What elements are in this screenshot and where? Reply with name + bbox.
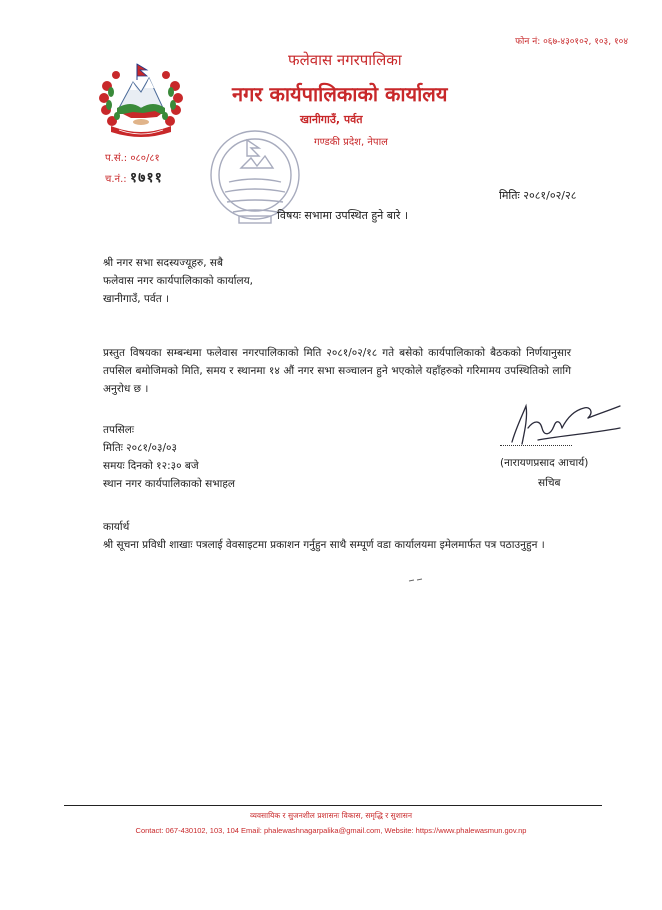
- signatory-title: सचिब: [538, 477, 561, 489]
- recipient-line: खानीगाउँ, पर्वत ।: [103, 293, 170, 305]
- letter-date: मितिः २०८१/०२/२८: [499, 189, 577, 202]
- details-date: मितिः २०८१/०३/०३: [103, 442, 177, 454]
- recipient-line: फलेवास नगर कार्यपालिकाको कार्यालय,: [103, 275, 254, 287]
- details-venue: स्थान नगर कार्यपालिकाको सभाहल: [103, 478, 236, 490]
- letter-subject: विषयः सभामा उपस्थित हुने बारे ।: [277, 209, 409, 222]
- footer-divider: [64, 805, 602, 806]
- footer-contact: [0, 826, 662, 835]
- details-heading: तपसिलः: [103, 424, 135, 436]
- stray-mark: [408, 577, 424, 583]
- signatory-name: (नारायणप्रसाद आचार्य): [500, 457, 589, 469]
- footer-slogan: व्यवसायिक र सुजनशील प्रशासनः विकास, समृद्धि र सुशासन: [249, 811, 413, 820]
- office-location: खानीगाउँ, पर्वत: [300, 113, 363, 126]
- nepal-emblem-logo: [97, 60, 185, 140]
- details-block: [103, 421, 235, 493]
- action-text: श्री सूचना प्रविधी शाखाः पत्रलाई वेवसाइटमा प्रकाशन गर्नुहुन साथै सम्पूर्ण वडा कार्यालयमा इमेलमार्फत पत्र पठाउनुहुन ।: [103, 539, 545, 551]
- dispatch-number-value: १७११: [129, 170, 163, 186]
- footer-contact-text: Contact: 067-430102, 103, 104 Email: phalewashnagarpalika@gmail.com, Website: https://www.phalewasmun.gov.np: [135, 826, 527, 835]
- action-block: [103, 518, 571, 554]
- letter-number-value: ०८०/८१: [130, 153, 160, 164]
- recipient-line: श्री नगर सभा सदस्यज्यूहरु, सबै: [103, 257, 223, 269]
- details-time: समयः दिनको १२:३० बजे: [103, 460, 199, 472]
- province-name: गण्डकी प्रदेश, नेपाल: [314, 137, 388, 148]
- dispatch-number-label: च.नं.:: [105, 174, 127, 185]
- letter-number: [105, 150, 160, 164]
- recipient-block: [103, 254, 253, 308]
- signature-line: [500, 445, 572, 446]
- office-title: नगर कार्यपालिकाको कार्यालय: [232, 82, 448, 106]
- handwritten-signature: [498, 398, 628, 450]
- letter-body-paragraph: प्रस्तुत विषयका सम्बन्धमा फलेवास नगरपालिकाको मिति २०८१/०२/१८ गते बसेको कार्यपालिकाको बैठकको निर्णयानुसार तपसिल बमोजिमको मिति, समय र स्थानमा १४ औं नगर सभा सञ्चालन हुने भएकोले यहाँहरुको गरिमामय उपस्थितिको लागि अनुरोध छ ।: [103, 347, 571, 395]
- action-heading: कार्यार्थ: [103, 521, 130, 533]
- letter-number-label: प.सं.:: [105, 153, 128, 164]
- dispatch-number: [105, 168, 163, 187]
- phone-numbers: फोन नं: ०६७-४३०१०२, १०३, १०४: [515, 37, 628, 47]
- municipality-name: फलेवास नगरपालिका: [288, 51, 402, 69]
